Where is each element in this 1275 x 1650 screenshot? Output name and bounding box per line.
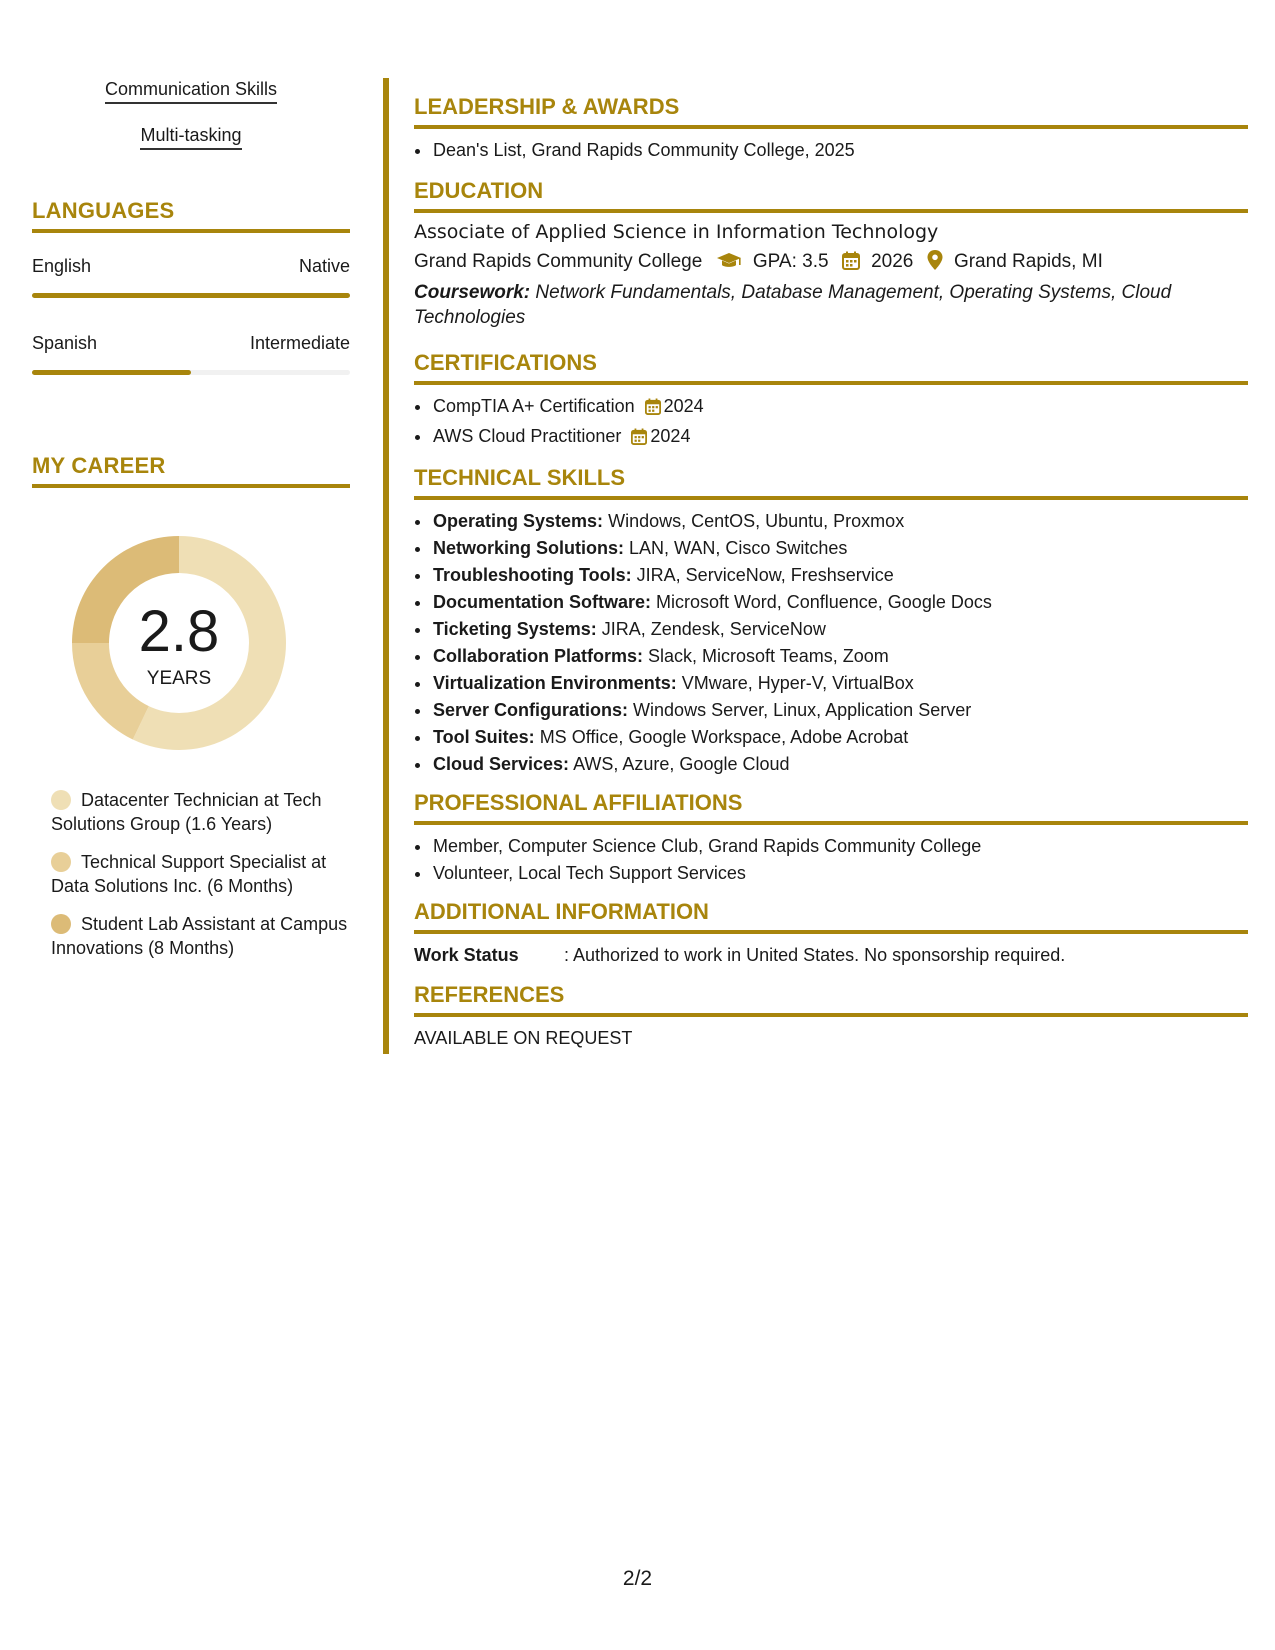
graduation-year: 2026 [871,251,914,272]
skill-values: VMware, Hyper-V, VirtualBox [681,673,914,693]
page-number: 2/2 [622,1567,653,1590]
technical-skill-item [432,508,1248,535]
skill-tag: Multi-tasking [140,124,241,150]
career-item [32,912,350,960]
affiliations-list [414,833,1248,887]
affiliations-title: PROFESSIONAL AFFILIATIONS [414,790,1248,825]
technical-skill-item [432,670,1248,697]
skill-values: Windows Server, Linux, Application Server [633,700,972,720]
career-total-years: 2.8 [138,599,220,664]
certifications-list [414,393,1248,453]
technical-skill-item [432,589,1248,616]
legend-dot [51,852,71,872]
career-item-text: Datacenter Technician at Tech Solutions Group (1.6 Years) [51,790,322,834]
career-title: MY CAREER [32,453,350,488]
column-divider [383,78,389,1054]
language-bar-fill [32,293,350,298]
skill-values: MS Office, Google Workspace, Adobe Acrobat [539,727,909,747]
references-title: REFERENCES [414,982,1248,1017]
right-column [414,94,1248,1051]
skill-category: Networking Solutions: [433,538,624,558]
certification-year: 2024 [650,426,691,446]
calendar-icon [631,426,647,453]
skill-category: Collaboration Platforms: [433,646,644,666]
skill-category: Tool Suites: [433,727,535,747]
career-item [32,850,350,898]
technical-skills-title: TECHNICAL SKILLS [414,465,1248,500]
language-level: Native [298,256,350,276]
calendar-icon [645,396,661,423]
skill-values: Microsoft Word, Confluence, Google Docs [656,592,992,612]
skill-values: Slack, Microsoft Teams, Zoom [648,646,889,666]
career-list [32,788,350,960]
leadership-list [414,137,1248,164]
education-title: EDUCATION [414,178,1248,213]
skill-values: LAN, WAN, Cisco Switches [629,538,848,558]
skill-values: AWS, Azure, Google Cloud [573,754,790,774]
career-donut-chart [66,530,292,756]
technical-skill-item [432,697,1248,724]
coursework [414,280,1248,330]
certification-item [432,423,1248,453]
technical-skill-item [432,724,1248,751]
certification-name: AWS Cloud Practitioner [433,426,622,446]
technical-skill-item [432,616,1248,643]
leadership-title: LEADERSHIP & AWARDS [414,94,1248,129]
certification-year: 2024 [663,396,704,416]
career-item-text: Technical Support Specialist at Data Solutions Inc. (6 Months) [51,852,327,896]
language-item [32,332,350,375]
skill-values: JIRA, Zendesk, ServiceNow [601,619,826,639]
skill-category: Troubleshooting Tools: [433,565,632,585]
technical-skill-item [432,751,1248,778]
languages-title: LANGUAGES [32,198,350,233]
legend-dot [51,914,71,934]
technical-skill-item [432,562,1248,589]
work-status-row [414,942,1248,968]
donut-center [66,530,292,756]
certifications-title: CERTIFICATIONS [414,350,1248,385]
language-name: Spanish [32,333,98,353]
work-status-value: : Authorized to work in United States. No sponsorship required. [564,945,1066,965]
technical-skill-item [432,535,1248,562]
certification-item [432,393,1248,423]
school-name: Grand Rapids Community College [414,251,703,272]
language-bar-fill [32,370,191,375]
skill-category: Server Configurations: [433,700,629,720]
coursework-label: Coursework: [414,282,531,303]
skill-category: Cloud Services: [433,754,570,774]
degree-name: Associate of Applied Science in Information Technology [414,221,939,243]
skill-category: Operating Systems: [433,511,604,531]
skill-tag: Communication Skills [105,78,277,104]
language-name: English [32,256,92,276]
career-total-unit: YEARS [146,668,212,689]
list-item: • Member, Computer Science Club, Grand Rapids Community College [432,833,1248,860]
list-item: • Volunteer, Local Tech Support Services [432,860,1248,887]
school-location: Grand Rapids, MI [953,251,1103,272]
skill-values: Windows, CentOS, Ubuntu, Proxmox [608,511,905,531]
skill-category: Ticketing Systems: [433,619,597,639]
legend-dot [51,790,71,810]
language-bar [32,370,350,375]
skill-category: Virtualization Environments: [433,673,677,693]
work-status-label: Work Status [414,945,519,965]
career-item-text: Student Lab Assistant at Campus Innovations (8 Months) [51,914,348,958]
skills-list [32,78,350,150]
education-details [414,247,1248,280]
language-item [32,255,350,298]
language-level: Intermediate [249,333,350,353]
career-item [32,788,350,836]
language-bar [32,293,350,298]
technical-skill-item [432,643,1248,670]
map-pin-icon [927,250,943,280]
gpa: GPA: 3.5 [752,251,829,272]
technical-skills-list [414,508,1248,778]
calendar-icon [842,250,860,280]
left-column [32,78,350,960]
coursework-list: Network Fundamentals, Database Management, Operating Systems, Cloud Technologies [414,282,1172,328]
graduation-cap-icon [716,250,742,280]
certification-name: CompTIA A+ Certification [433,396,635,416]
additional-info-title: ADDITIONAL INFORMATION [414,899,1248,934]
skill-values: JIRA, ServiceNow, Freshservice [636,565,894,585]
skill-category: Documentation Software: [433,592,652,612]
list-item: • Dean's List, Grand Rapids Community College, 2025 [432,137,1248,164]
references-text: AVAILABLE ON REQUEST [414,1028,633,1048]
